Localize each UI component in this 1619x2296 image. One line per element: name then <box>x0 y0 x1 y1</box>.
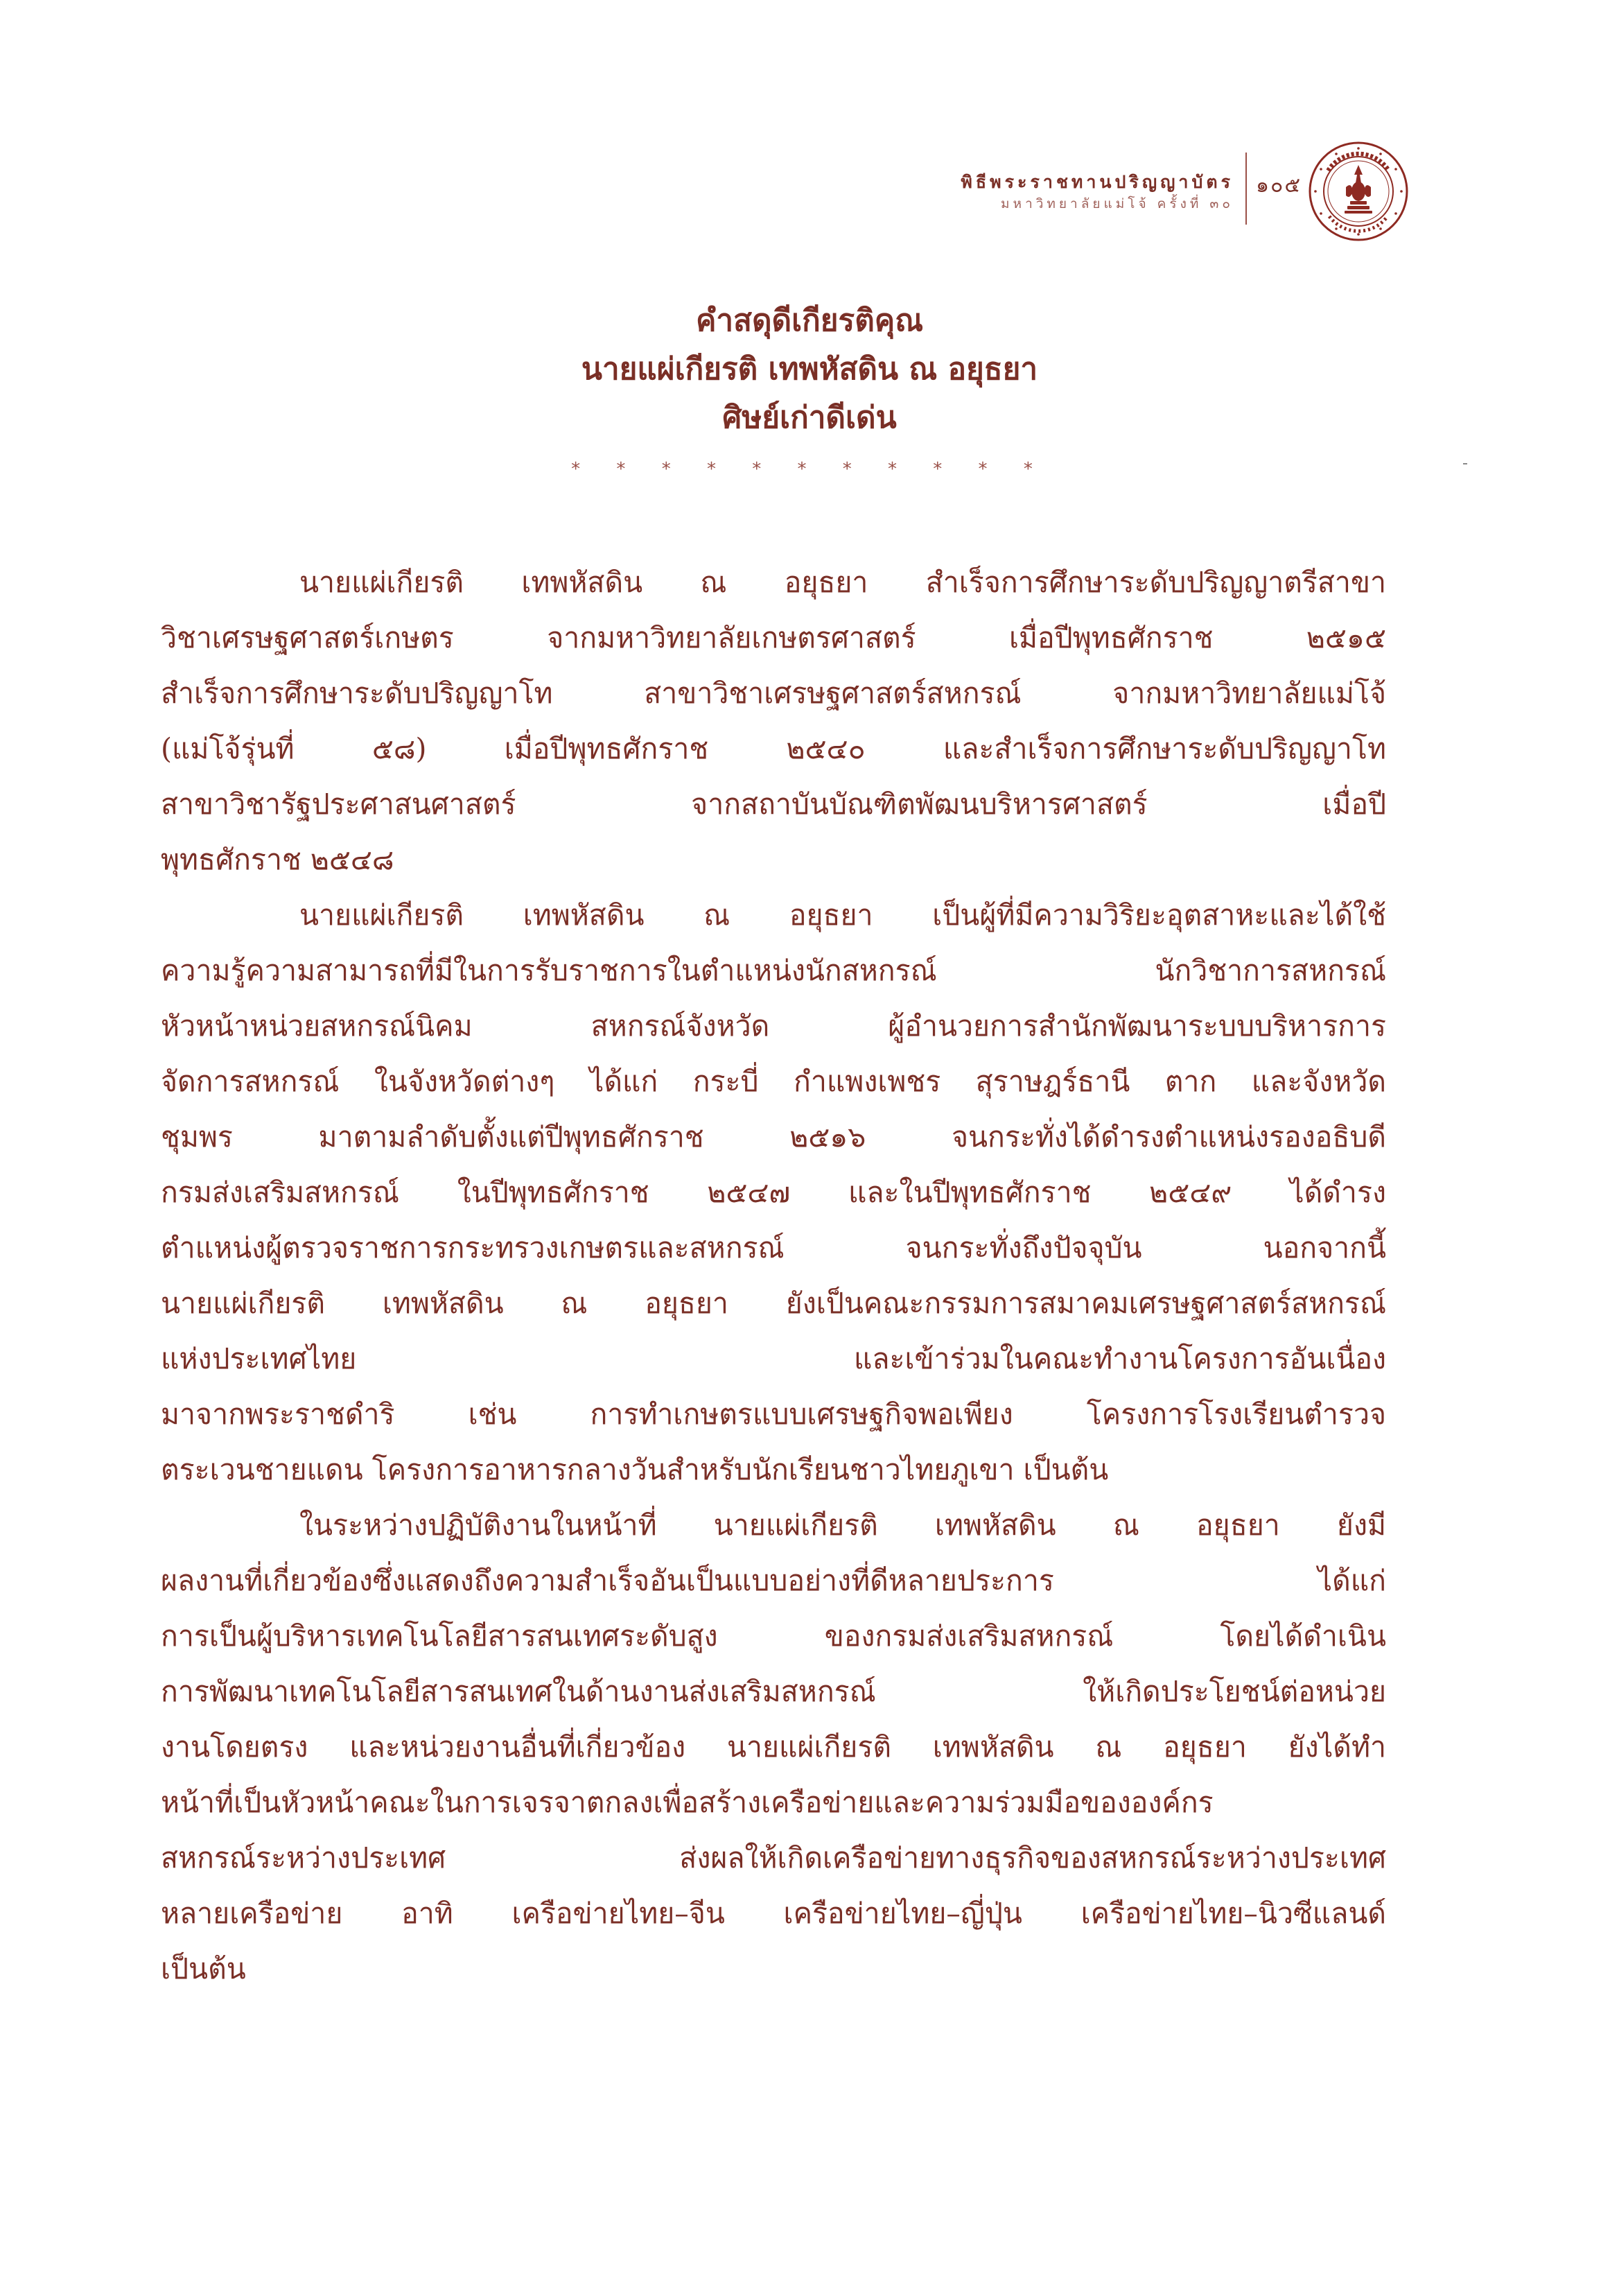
text-line: งานโดยตรง และหน่วยงานอื่นที่เกี่ยวข้อง นายแผ่เกียรติ เทพหัสดิน ณ อยุธยา ยังได้ทำ <box>161 1730 1386 1764</box>
text-line: ในระหว่างปฏิบัติงานในหน้าที่ นายแผ่เกียรติ เทพหัสดิน ณ อยุธยา ยังมี <box>299 1508 1386 1542</box>
text-line: พุทธศักราช ๒๕๔๘ <box>161 843 394 876</box>
document-body <box>161 555 1386 1997</box>
text-line: ชุมพร มาตามลำดับตั้งแต่ปีพุทธศักราช ๒๕๑๖ จนกระทั่งได้ดำรงตำแหน่งรองอธิบดี <box>161 1120 1386 1154</box>
text-line: สาขาวิชารัฐประศาสนศาสตร์ จากสถาบันบัณฑิตพัฒนบริหารศาสตร์ เมื่อปี <box>161 788 1386 821</box>
page-number: ๑๐๕ <box>1256 173 1302 198</box>
text-line: หัวหน้าหน่วยสหกรณ์นิคม สหกรณ์จังหวัด ผู้อำนวยการสำนักพัฒนาระบบบริหารการ <box>161 1009 1386 1043</box>
text-line: ตระเวนชายแดน โครงการอาหารกลางวันสำหรับนักเรียนชาวไทยภูเขา เป็นต้น <box>161 1453 1109 1486</box>
paragraph-2 <box>161 887 1386 1497</box>
ceremony-title: พิธีพระราชทานปริญญาบัตร <box>961 172 1234 192</box>
title-line-1: คำสดุดีเกียรติคุณ <box>695 303 924 338</box>
page-header <box>610 171 1234 214</box>
text-line: (แม่โจ้รุ่นที่ ๕๘) เมื่อปีพุทธศักราช ๒๕๔๐ และสำเร็จการศึกษาระดับปริญญาโท <box>161 732 1386 765</box>
text-line: นายแผ่เกียรติ เทพหัสดิน ณ อยุธยา เป็นผู้ที่มีความวิริยะอุตสาหะและได้ใช้ <box>299 898 1386 932</box>
title-block <box>0 297 1619 480</box>
text-line: หน้าที่เป็นหัวหน้าคณะในการเจรจาตกลงเพื่อสร้างเครือข่ายและความร่วมมือขององค์กร <box>161 1786 1214 1819</box>
text-line: กรมส่งเสริมสหกรณ์ ในปีพุทธศักราช ๒๕๔๗ และในปีพุทธศักราช ๒๕๔๙ ได้ดำรง <box>161 1176 1386 1209</box>
paragraph-3 <box>161 1497 1386 1997</box>
title-line-2: นายแผ่เกียรติ เทพหัสดิน ณ อยุธยา <box>581 351 1038 387</box>
text-line: สหกรณ์ระหว่างประเทศ ส่งผลให้เกิดเครือข่ายทางธุรกิจของสหกรณ์ระหว่างประเทศ <box>161 1841 1386 1875</box>
text-line: นายแผ่เกียรติ เทพหัสดิน ณ อยุธยา ยังเป็นคณะกรรมการสมาคมเศรษฐศาสตร์สหกรณ์ <box>161 1287 1386 1320</box>
text-line: การเป็นผู้บริหารเทคโนโลยีสารสนเทศระดับสูง ของกรมส่งเสริมสหกรณ์ โดยได้ดำเนิน <box>161 1619 1386 1653</box>
university-seal-icon <box>1307 140 1410 243</box>
header-divider <box>1245 153 1247 225</box>
ceremony-subtitle: มหาวิทยาลัยแม่โจ้ ครั้งที่ ๓๐ <box>1001 196 1234 211</box>
text-line: หลายเครือข่าย อาทิ เครือข่ายไทย–จีน เครือข่ายไทย–ญี่ปุ่น เครือข่ายไทย–นิวซีแลนด์ <box>161 1897 1386 1930</box>
title-separator: * * * * * * * * * * * <box>571 459 1048 480</box>
text-line: นายแผ่เกียรติ เทพหัสดิน ณ อยุธยา สำเร็จการศึกษาระดับปริญญาตรีสาขา <box>299 566 1386 599</box>
text-line: ผลงานที่เกี่ยวข้องซึ่งแสดงถึงความสำเร็จอันเป็นแบบอย่างที่ดีหลายประการ ได้แก่ <box>161 1564 1386 1597</box>
margin-mark <box>1463 463 1467 464</box>
title-line-3: ศิษย์เก่าดีเด่น <box>722 400 897 435</box>
text-line: ตำแหน่งผู้ตรวจราชการกระทรวงเกษตรและสหกรณ์ จนกระทั่งถึงปัจจุบัน นอกจากนี้ <box>161 1231 1386 1264</box>
paragraph-1 <box>161 555 1386 887</box>
text-line: ความรู้ความสามารถที่มีในการรับราชการในตำแหน่งนักสหกรณ์ นักวิชาการสหกรณ์ <box>161 954 1386 987</box>
text-line: แห่งประเทศไทย และเข้าร่วมในคณะทำงานโครงการอันเนื่อง <box>161 1342 1386 1375</box>
text-line: สำเร็จการศึกษาระดับปริญญาโท สาขาวิชาเศรษฐศาสตร์สหกรณ์ จากมหาวิทยาลัยแม่โจ้ <box>161 677 1386 710</box>
text-line: จัดการสหกรณ์ ในจังหวัดต่างๆ ได้แก่ กระบี่ กำแพงเพชร สุราษฎร์ธานี ตาก และจังหวัด <box>161 1065 1386 1098</box>
text-line: มาจากพระราชดำริ เช่น การทำเกษตรแบบเศรษฐกิจพอเพียง โครงการโรงเรียนตำรวจ <box>161 1398 1386 1431</box>
text-line: การพัฒนาเทคโนโลยีสารสนเทศในด้านงานส่งเสริมสหกรณ์ ให้เกิดประโยชน์ต่อหน่วย <box>161 1675 1386 1708</box>
text-line: เป็นต้น <box>161 1952 246 1985</box>
text-line: วิชาเศรษฐศาสตร์เกษตร จากมหาวิทยาลัยเกษตรศาสตร์ เมื่อปีพุทธศักราช ๒๕๑๕ <box>161 621 1386 654</box>
